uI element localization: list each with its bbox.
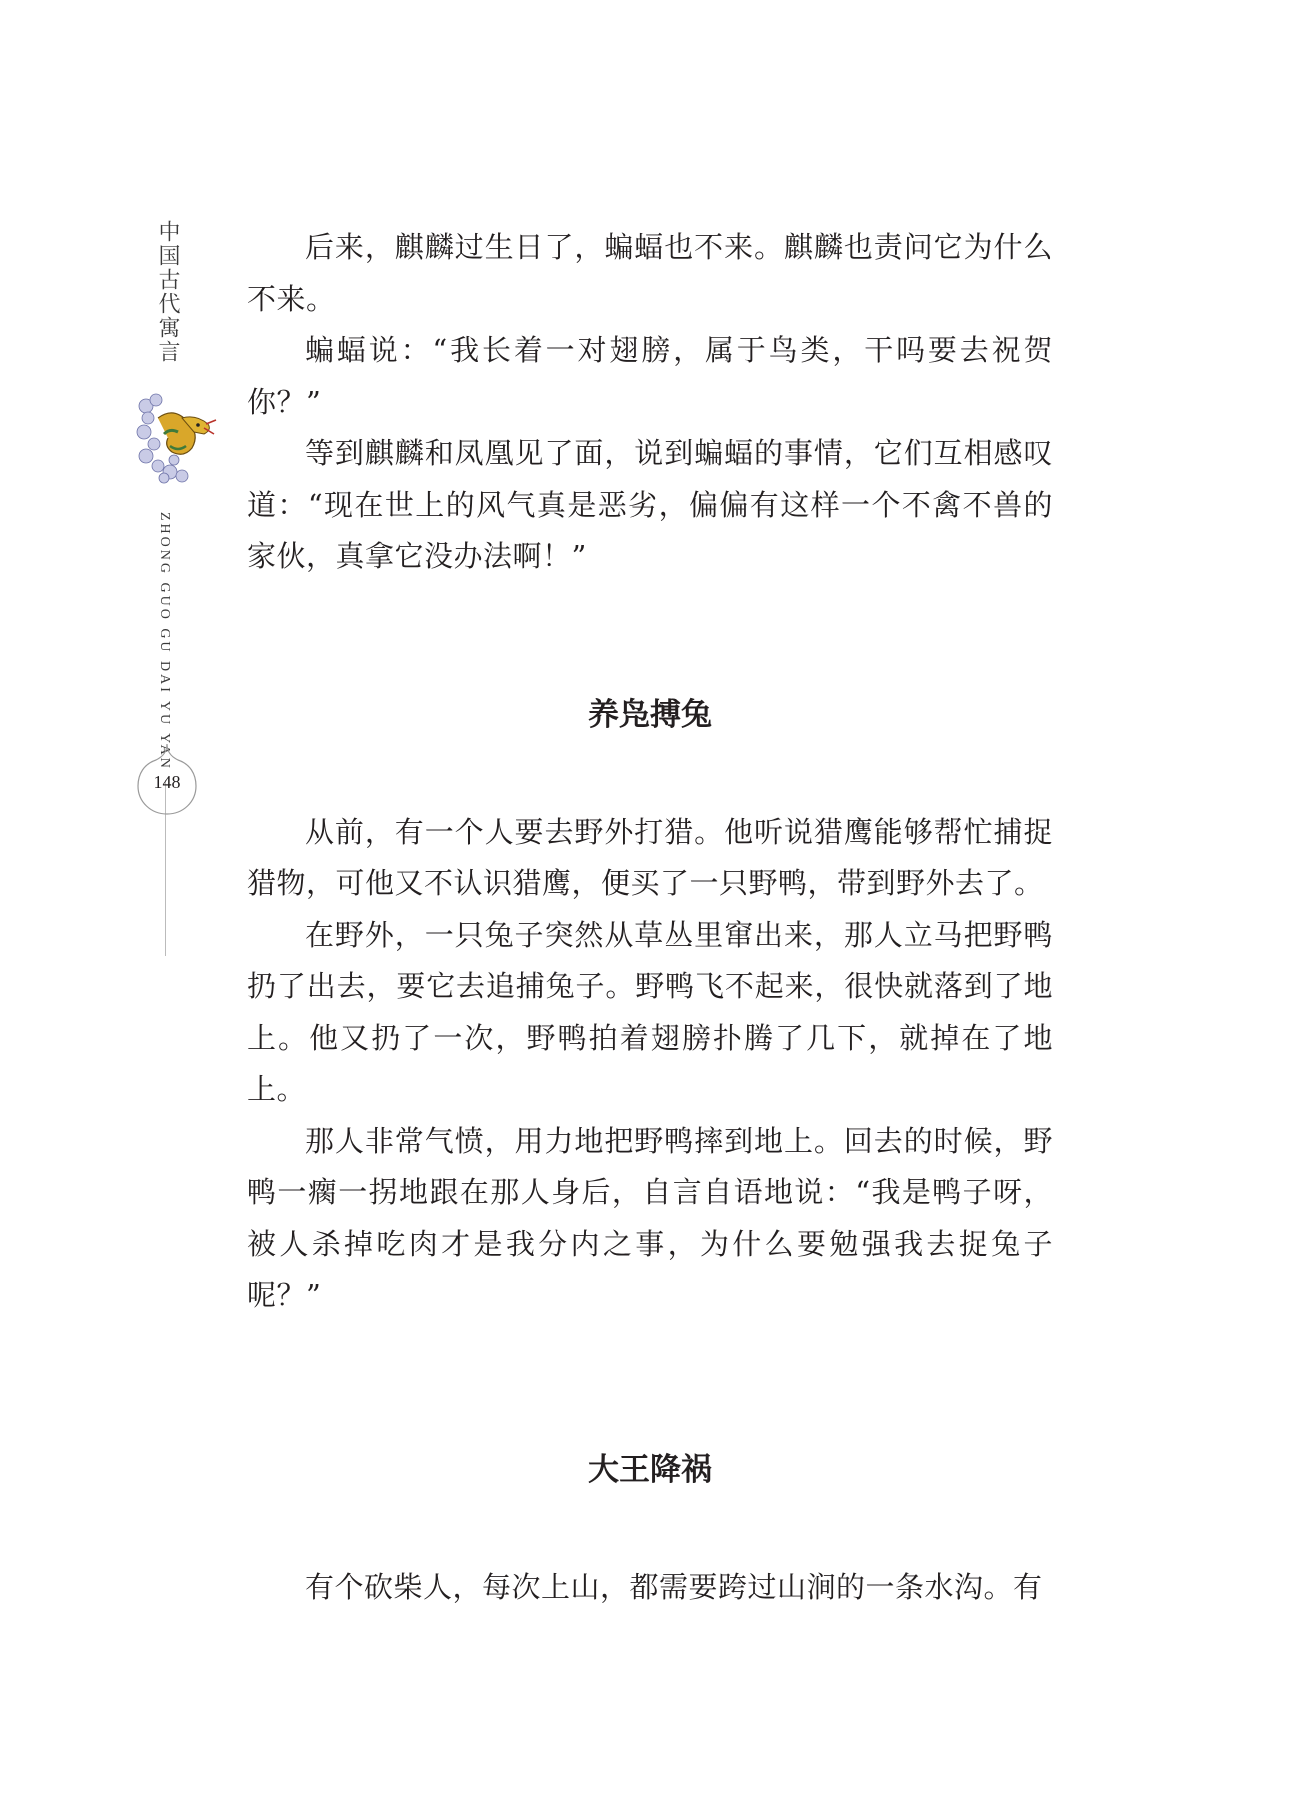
story-section	[247, 689, 1053, 1322]
paragraph: 有个砍柴人，每次上山，都需要跨过山涧的一条水沟。有	[305, 1569, 1043, 1604]
book-title: 中国古代寓言	[155, 220, 180, 364]
sidebar	[130, 220, 200, 820]
dragon-illustration-icon	[134, 388, 218, 488]
story-title: 养凫搏兔	[588, 696, 712, 733]
paragraph: 蝙蝠说：“我长着一对翅膀，属于鸟类，干吗要去祝贺你？”	[247, 333, 1053, 419]
paragraph: 等到麒麟和凤凰见了面，说到蝙蝠的事情，它们互相感叹道：“现在世上的风气真是恶劣，偏偏有这样一个不禽不兽的家伙，真拿它没办法啊！”	[247, 436, 1053, 573]
paragraph: 那人非常气愤，用力地把野鸭摔到地上。回去的时候，野鸭一瘸一拐地跟在那人身后，自言自语地说：“我是鸭子呀，被人杀掉吃肉才是我分内之事，为什么要勉强我去捉兔子呢？”	[247, 1123, 1053, 1312]
page-number: 148	[153, 772, 181, 792]
story-section	[247, 1444, 1053, 1614]
paragraph: 后来，麒麟过生日了，蝙蝠也不来。麒麟也责问它为什么不来。	[247, 230, 1053, 316]
page-content	[247, 222, 1053, 1613]
paragraph: 从前，有一个人要去野外打猎。他听说猎鹰能够帮忙捕捉猎物，可他又不认识猎鹰，便买了一只野鸭，带到野外去了。	[247, 814, 1053, 900]
page-number-badge	[136, 742, 198, 816]
paragraph: 在野外，一只兔子突然从草丛里窜出来，那人立马把野鸭扔了出去，要它去追捕兔子。野鸭飞不起来，很快就落到了地上。他又扔了一次，野鸭拍着翅膀扑腾了几下，就掉在了地上。	[247, 917, 1053, 1106]
story-title: 大王降祸	[588, 1451, 712, 1488]
story-continuation	[247, 222, 1053, 583]
book-title-pinyin: ZHONG GUO GU DAI YU YAN	[157, 512, 172, 771]
